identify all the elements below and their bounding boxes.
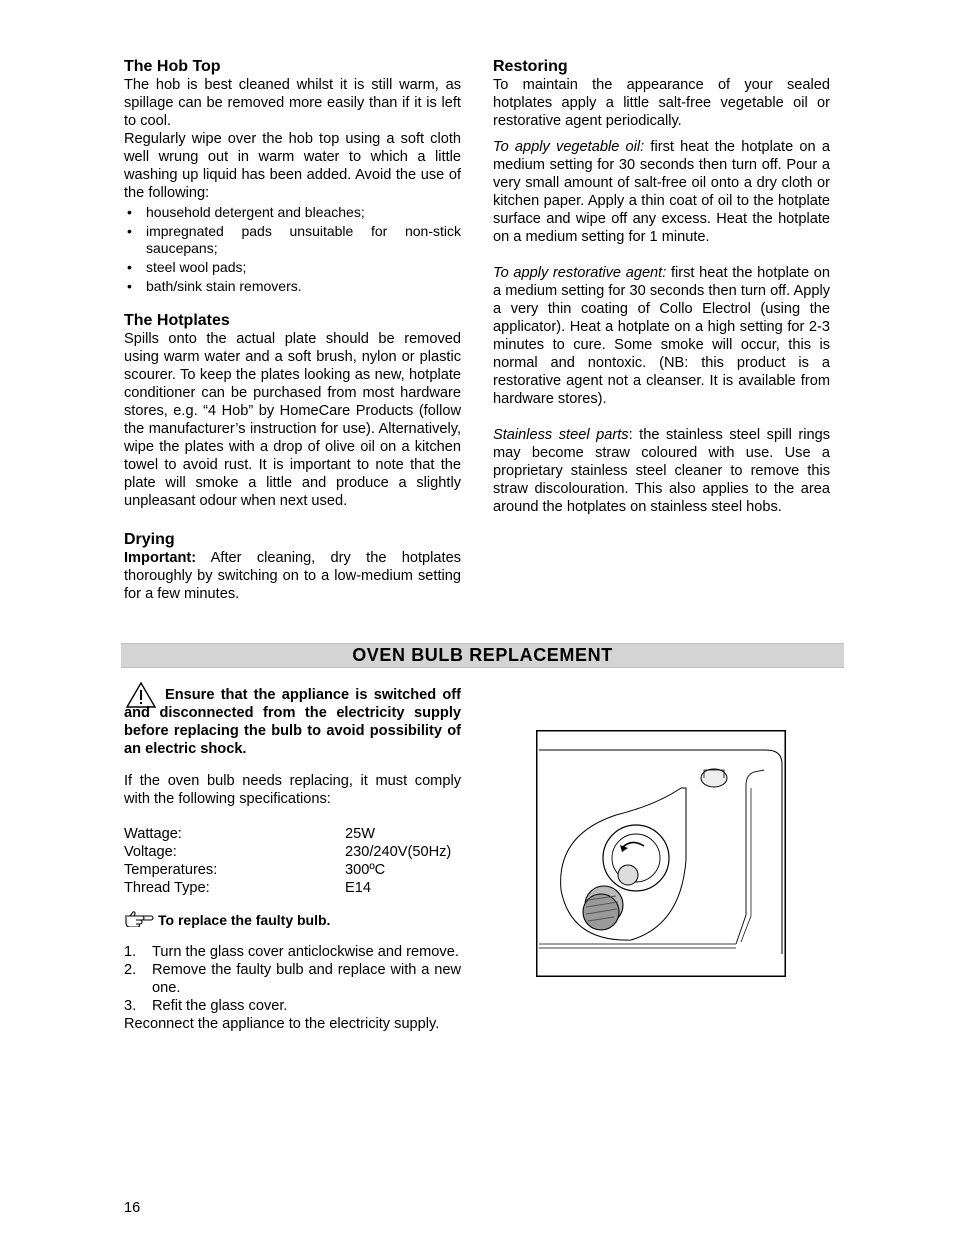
- spec-value: 230/240V(50Hz): [345, 844, 452, 860]
- spec-label: Voltage:: [124, 844, 177, 860]
- list-item: • impregnated pads unsuitable for non-stick saucepans;: [124, 223, 461, 257]
- stainless-label: Stainless steel parts: [493, 427, 629, 443]
- drying-text: After cleaning, dry the hotplates thoroughly by switching on to a low-medium setting for a few minutes.: [124, 550, 461, 602]
- vegetable-oil-text: first heat the hotplate on a medium setting for 30 seconds then turn off. Pour a very small amount of salt-free oil onto a dry cloth or kitchen paper. Apply a thin coat of oil to the hotplate surface and wipe off any excess. Heat the hotplate on a medium setting for 1 minute.: [493, 139, 830, 245]
- left-column: [124, 57, 461, 603]
- spec-value: E14: [345, 880, 371, 896]
- restorative-text: first heat the hotplate on a medium setting for 30 seconds then turn off. Apply a very thin coating of Collo Electrol (using the applicator). Heat a hotplate on a high setting for 2-3 minutes to cure. Some smoke will occur, this is normal and nontoxic. (NB: this product is a restorative agent not a cleanser. It is available from hardware stores).: [493, 265, 831, 407]
- spec-label: Thread Type:: [124, 880, 210, 896]
- drying-para: [124, 549, 461, 603]
- instruction-heading: To replace the faulty bulb.: [158, 912, 331, 928]
- pointing-hand-icon: [124, 911, 158, 931]
- list-item: 3. Refit the glass cover.: [124, 998, 288, 1014]
- section-banner: OVEN BULB REPLACEMENT: [121, 643, 844, 668]
- instruction-heading-row: [124, 911, 461, 931]
- hotplates-para: Spills onto the actual plate should be removed using warm water and a soft brush, nylon or plastic scourer. To keep the plates looking as new, hotplate conditioner can be purchased from most hardware stores, e.g. “4 Hob” by HomeCare Products (follow the manufacturer’s instruction for use). Alternatively, wipe the plates with a drop of olive oil on a kitchen towel to avoid rust. It is important to note that the plate will smoke a little and produce a slightly unpleasant odour when next used.: [124, 331, 461, 509]
- right-column: [493, 57, 830, 516]
- avoid-list: [124, 204, 461, 295]
- hob-top-para-2: Regularly wipe over the hob top using a soft cloth well wrung out in warm water to which a little washing up liquid has been added. Avoid the use of the following:: [124, 131, 461, 201]
- list-item: 1. Turn the glass cover anticlockwise and remove.: [124, 944, 459, 960]
- spec-intro: If the oven bulb needs replacing, it must comply with the following specifications:: [124, 773, 461, 807]
- drying-heading: Drying: [124, 531, 175, 548]
- steps-list: [124, 943, 461, 1015]
- spec-value: 25W: [345, 826, 376, 842]
- warning-triangle-icon: [126, 682, 156, 713]
- spec-label: Temperatures:: [124, 862, 218, 878]
- list-item: • bath/sink stain removers.: [124, 278, 461, 295]
- warning-block: [124, 686, 461, 758]
- list-item: • steel wool pads;: [124, 259, 461, 276]
- restorative-para: [493, 264, 830, 408]
- stainless-para: [493, 426, 830, 516]
- list-item: 2. Remove the faulty bulb and replace with a new one.: [124, 962, 461, 996]
- restoring-heading: Restoring: [493, 58, 568, 75]
- oven-bulb-illustration: [536, 730, 786, 977]
- hob-top-para-1: The hob is best cleaned whilst it is still warm, as spillage can be removed more easily than if it is left to cool.: [124, 77, 461, 129]
- vegetable-oil-para: [493, 138, 830, 246]
- bulb-section: [124, 686, 461, 1033]
- list-item: • household detergent and bleaches;: [124, 204, 461, 221]
- spec-value: 300ºC: [345, 862, 386, 878]
- vegetable-oil-label: To apply vegetable oil:: [493, 139, 645, 155]
- page-number: 16: [124, 1200, 141, 1216]
- stainless-text: : the stainless steel spill rings may become straw coloured with use. Use a proprietary stainless steel cleaner to remove this straw discolouration. This also applies to the area around the hotplates on stainless steel hobs.: [493, 427, 830, 515]
- hotplates-heading: The Hotplates: [124, 312, 230, 329]
- spec-label: Wattage:: [124, 826, 182, 842]
- spec-table: [124, 825, 461, 897]
- restorative-label: To apply restorative agent:: [493, 265, 667, 281]
- warning-text: Ensure that the appliance is switched off and disconnected from the electricity supply before replacing the bulb to avoid possibility of an electric shock.: [124, 687, 461, 757]
- restoring-para: To maintain the appearance of your sealed hotplates apply a little salt-free vegetable oil or restorative agent periodically.: [493, 77, 830, 129]
- closing-para: Reconnect the appliance to the electricity supply.: [124, 1016, 440, 1032]
- hob-top-heading: The Hob Top: [124, 58, 221, 75]
- important-label: Important:: [124, 550, 197, 566]
